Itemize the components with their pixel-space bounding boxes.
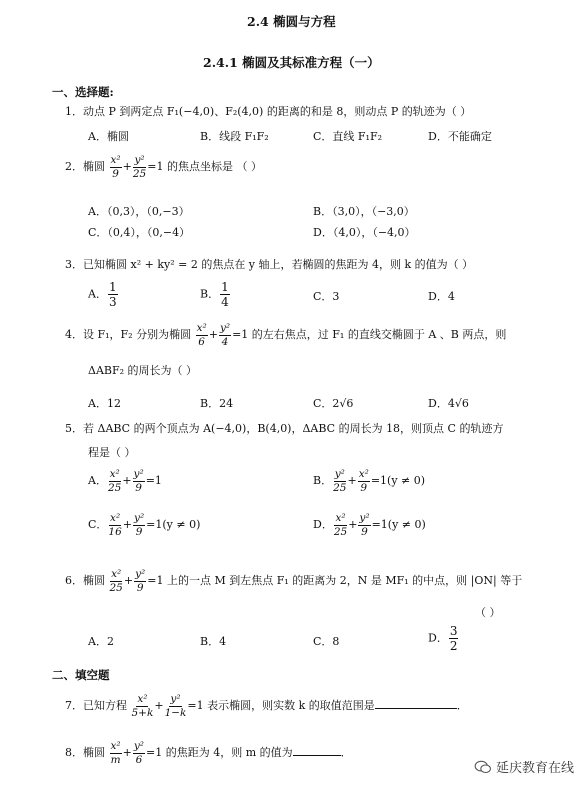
question-1: 1．动点 P 到两定点 F₁(−4,0)、F₂(4,0) 的距离的和是 8，则动点 P 的轨迹为（ ） bbox=[65, 105, 472, 118]
q6-option-b: B．4 bbox=[200, 635, 227, 648]
question-6: 6．椭圆 $\frac{\text{x²}}{25}$ + $\frac{\text{y²}}{9}$ =1 上的一点 M 到左焦点 F₁ 的距离为 2，N 是 MF₁ 的中点，则 |ON| 等于 bbox=[65, 568, 523, 594]
question-5: 5．若 ΔABC 的两个顶点为 A(−4,0)，B(4,0)，ΔABC 的周长为 18，则顶点 C 的轨迹方 bbox=[65, 422, 504, 435]
q2-option-d: D．（4,0），（−4,0） bbox=[313, 226, 416, 239]
question-1-text: 动点 P 到两定点 F₁(−4,0)、F₂(4,0) 的距离的和是 8，则动点 P 的轨迹为（ ） bbox=[83, 105, 472, 118]
q6-option-a: A．2 bbox=[88, 635, 114, 648]
answer-blank[interactable] bbox=[293, 745, 341, 756]
q3-option-d: D．4 bbox=[428, 290, 455, 303]
q1-option-d: D．不能确定 bbox=[428, 130, 492, 143]
q6-option-d: D． $\frac{3}{2}$ bbox=[428, 624, 458, 653]
q4-option-a: A．12 bbox=[88, 397, 121, 410]
q5-option-c: C． $\frac{\text{x²}}{16}$ + $\frac{\text{y²}}{9}$ =1(y ≠ 0) bbox=[88, 512, 201, 538]
question-7: 7．已知方程 $\frac{\text{x²}}{5+k}$ + $\frac{\text{y²}}{1-k}$ =1 表示椭圆，则实数 k 的取值范围是 ． bbox=[65, 693, 468, 719]
question-6-paren: （ ） bbox=[475, 606, 501, 619]
question-8: 8．椭圆 $\frac{\text{x²}}{m}$ + $\frac{\text{y²}}{6}$ =1 的焦距为 4，则 m 的值为 ． bbox=[65, 740, 352, 766]
q3-option-c: C．3 bbox=[313, 290, 340, 303]
q4-option-d: D．4√6 bbox=[428, 397, 469, 410]
q1-option-c: C．直线 F₁F₂ bbox=[313, 130, 382, 143]
question-2: 2．椭圆 $\frac{\text{x²}}{9}$ + $\frac{\text{y²}}{25}$ =1 的焦点坐标是 （ ） bbox=[65, 154, 262, 180]
q5-option-d: D． $\frac{\text{x²}}{25}$ + $\frac{\text{y²}}{9}$ =1(y ≠ 0) bbox=[313, 512, 426, 538]
wechat-icon bbox=[474, 760, 492, 774]
q4-option-c: C．2√6 bbox=[313, 397, 354, 410]
q3-option-b: B． $\frac{1}{4}$ bbox=[200, 280, 229, 309]
q6-option-c: C．8 bbox=[313, 635, 340, 648]
section-choice: 一、选择题: bbox=[52, 85, 114, 99]
answer-blank[interactable] bbox=[375, 698, 457, 709]
q5-option-b: B． $\frac{\text{y²}}{25}$ + $\frac{\text{x²}}{9}$ =1(y ≠ 0) bbox=[313, 468, 426, 494]
question-3: 3．已知椭圆 x² + ky² = 2 的焦点在 y 轴上，若椭圆的焦距为 4，则 k 的值为（ ） bbox=[65, 258, 474, 271]
question-5-line2: 程是（ ） bbox=[88, 446, 136, 459]
watermark: 延庆教育在线 bbox=[474, 757, 574, 776]
fraction: $\frac{\text{y²}}{25}$ bbox=[132, 154, 147, 180]
question-4-line2: ΔABF₂ 的周长为（ ） bbox=[88, 364, 198, 377]
fraction: $\frac{\text{x²}}{9}$ bbox=[110, 154, 121, 180]
q2-option-c: C．（0,4），（0,−4） bbox=[88, 226, 191, 239]
section-fill: 二、填空题 bbox=[52, 668, 110, 682]
q2-option-b: B．（3,0），（−3,0） bbox=[313, 205, 415, 218]
q5-option-a: A． $\frac{\text{x²}}{25}$ + $\frac{\text{y²}}{9}$ =1 bbox=[88, 468, 162, 494]
q2-option-a: A．（0,3），（0,−3） bbox=[88, 205, 190, 218]
page-title: 2.4 椭圆与方程 bbox=[247, 14, 336, 29]
q1-option-b: B．线段 F₁F₂ bbox=[200, 130, 269, 143]
q1-option-a: A．椭圆 bbox=[88, 130, 129, 143]
page-subtitle: 2.4.1 椭圆及其标准方程（一） bbox=[203, 55, 380, 70]
q4-option-b: B．24 bbox=[200, 397, 234, 410]
question-4: 4．设 F₁，F₂ 分别为椭圆 $\frac{\text{x²}}{6}$ + $\frac{\text{y²}}{4}$ =1 的左右焦点，过 F₁ 的直线交椭圆于 A 、B 两点，则 bbox=[65, 322, 507, 348]
q3-option-a: A． $\frac{1}{3}$ bbox=[88, 280, 117, 309]
